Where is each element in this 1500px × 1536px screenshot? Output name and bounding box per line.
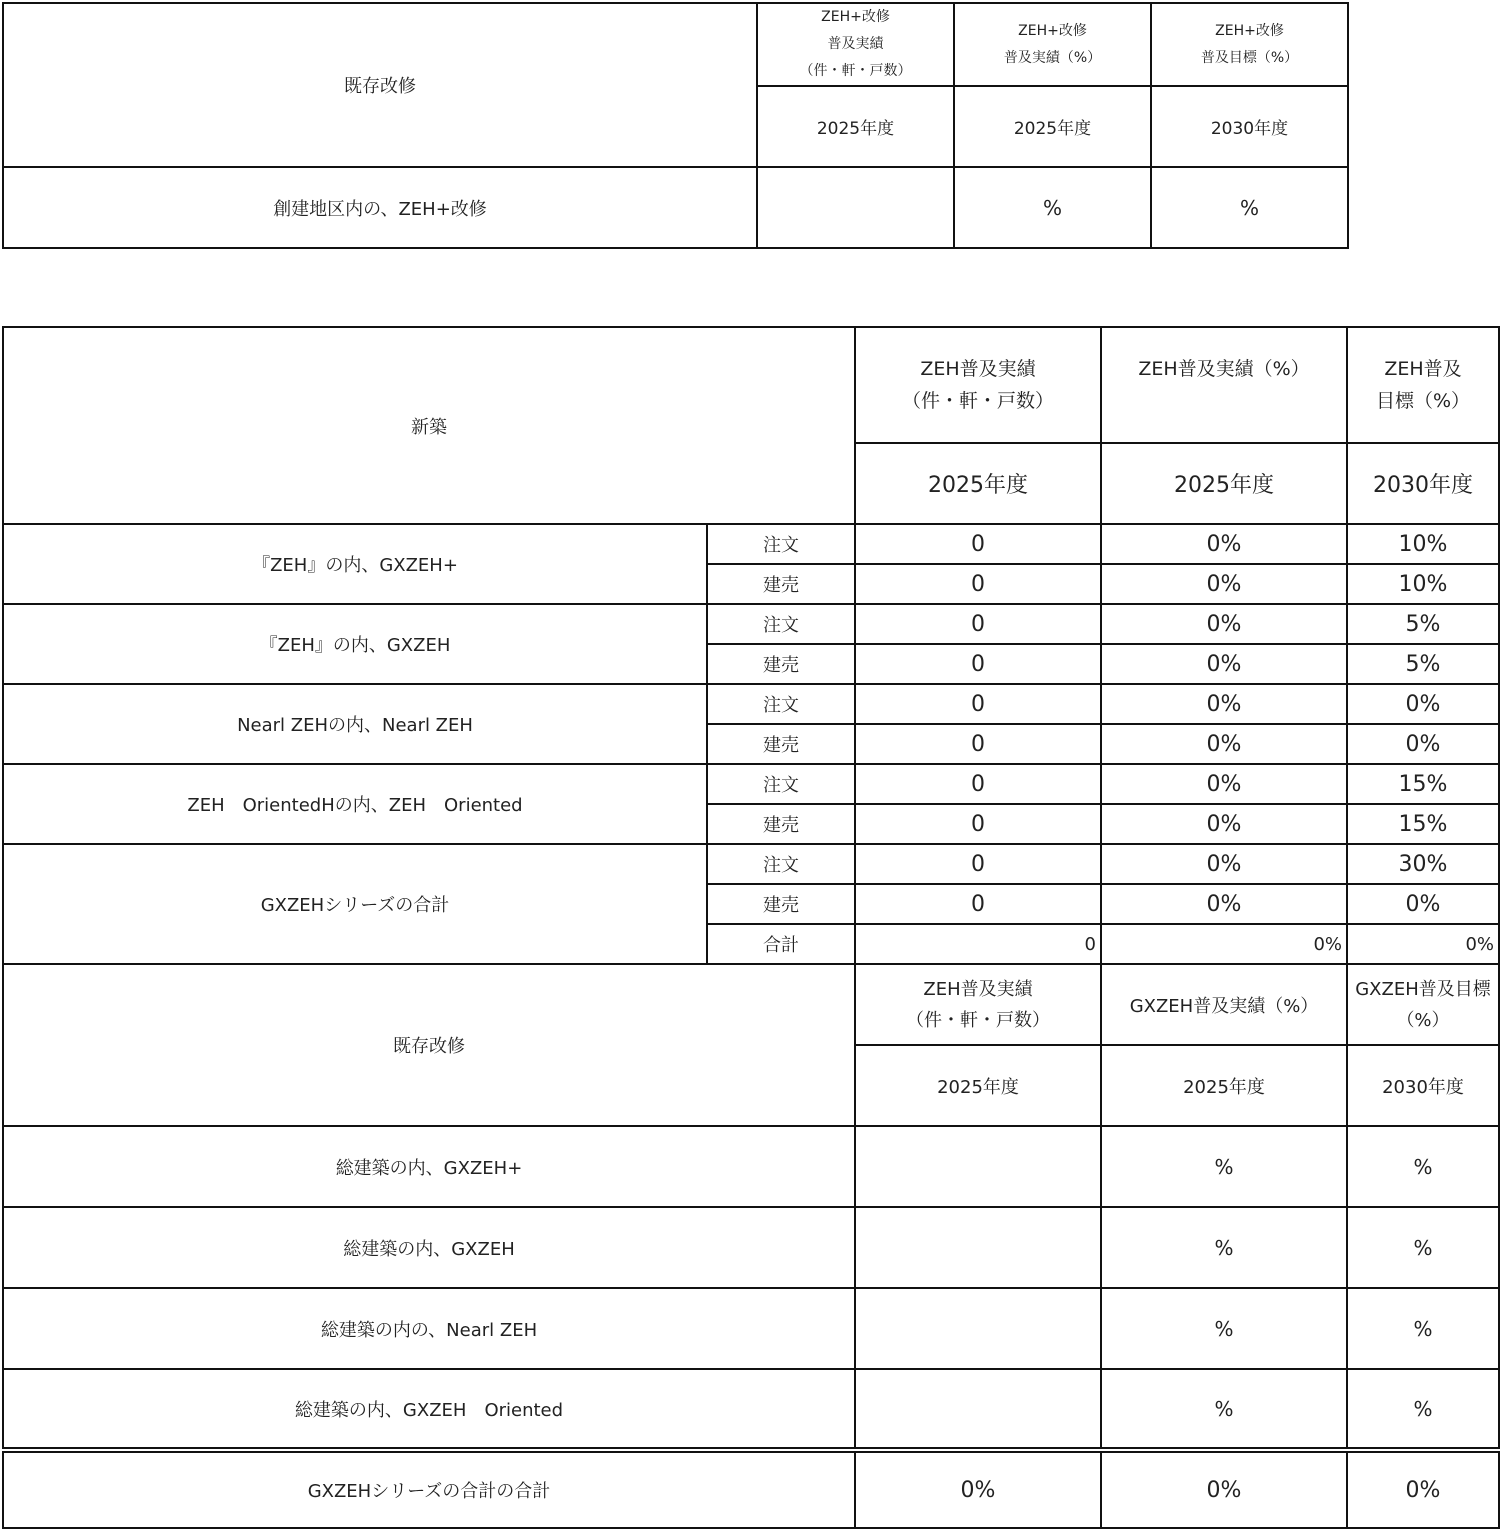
row-pct: 0% xyxy=(1101,564,1347,604)
existing-row-pct[interactable]: % xyxy=(1101,1207,1347,1288)
row-count[interactable]: 0 xyxy=(855,684,1101,724)
existing-year-2: 2025年度 xyxy=(1101,1045,1347,1126)
renovation-year-3: 2030年度 xyxy=(1151,86,1348,167)
row-target: 0% xyxy=(1347,884,1499,924)
grand-total-label: GXZEHシリーズの合計の合計 xyxy=(3,1450,855,1528)
row-count[interactable]: 0 xyxy=(855,604,1101,644)
row-target[interactable]: 15% xyxy=(1347,804,1499,844)
renovation-year-1: 2025年度 xyxy=(757,86,954,167)
renovation-row-target[interactable]: % xyxy=(1151,167,1348,248)
row-count: 0 xyxy=(855,844,1101,884)
row-count[interactable]: 0 xyxy=(855,564,1101,604)
existing-col3-header: GXZEH普及目標 （%） xyxy=(1347,964,1499,1045)
new-construction-table xyxy=(2,326,1500,1529)
new-col1-header: ZEH普及実績 （件・軒・戸数） xyxy=(855,327,1101,443)
row-pct: 0% xyxy=(1101,724,1347,764)
existing-col2-header: GXZEH普及実績（%） xyxy=(1101,964,1347,1045)
existing-row-label: 総建築の内、GXZEH+ xyxy=(3,1126,855,1207)
new-col2-header: ZEH普及実績（%） xyxy=(1101,327,1347,443)
row-count: 0 xyxy=(855,884,1101,924)
existing-row-count[interactable] xyxy=(855,1126,1101,1207)
new-year-3: 2030年度 xyxy=(1347,443,1499,524)
existing-year-3: 2030年度 xyxy=(1347,1045,1499,1126)
existing-row-pct[interactable]: % xyxy=(1101,1126,1347,1207)
existing-row-target[interactable]: % xyxy=(1347,1288,1499,1369)
new-year-2: 2025年度 xyxy=(1101,443,1347,524)
row-type: 注文 xyxy=(707,764,855,804)
existing-row-target[interactable]: % xyxy=(1347,1369,1499,1450)
existing-row-label: 総建築の内の、Nearl ZEH xyxy=(3,1288,855,1369)
row-type: 合計 xyxy=(707,924,855,964)
row-pct: 0% xyxy=(1101,644,1347,684)
new-col3-header: ZEH普及 目標（%） xyxy=(1347,327,1499,443)
renovation-row-count[interactable] xyxy=(757,167,954,248)
row-pct: 0% xyxy=(1101,604,1347,644)
row-target[interactable]: 10% xyxy=(1347,564,1499,604)
row-target[interactable]: 0% xyxy=(1347,684,1499,724)
row-type: 建売 xyxy=(707,804,855,844)
renovation-header-label: 既存改修 xyxy=(3,3,757,167)
grand-total-target: 0% xyxy=(1347,1450,1499,1528)
row-count[interactable]: 0 xyxy=(855,524,1101,564)
row-pct: 0% xyxy=(1101,884,1347,924)
existing-row-label: 総建築の内、GXZEH Oriented xyxy=(3,1369,855,1450)
group-label: 『ZEH』の内、GXZEH xyxy=(3,604,707,684)
existing-row-label: 総建築の内、GXZEH xyxy=(3,1207,855,1288)
group-label: ZEH OrientedHの内、ZEH Oriented xyxy=(3,764,707,844)
renovation-col2-header: ZEH+改修 普及実績（%） xyxy=(954,3,1151,86)
renovation-col1-header: ZEH+改修 普及実績 （件・軒・戸数） xyxy=(757,3,954,86)
row-pct: 0% xyxy=(1101,924,1347,964)
existing-col1-header: ZEH普及実績 （件・軒・戸数） xyxy=(855,964,1101,1045)
existing-row-target[interactable]: % xyxy=(1347,1126,1499,1207)
row-type: 建売 xyxy=(707,564,855,604)
row-target[interactable]: 5% xyxy=(1347,644,1499,684)
row-target[interactable]: 10% xyxy=(1347,524,1499,564)
existing-row-count[interactable] xyxy=(855,1369,1101,1450)
row-type: 建売 xyxy=(707,724,855,764)
row-count[interactable]: 0 xyxy=(855,644,1101,684)
row-target: 30% xyxy=(1347,844,1499,884)
row-type: 建売 xyxy=(707,884,855,924)
renovation-col3-header: ZEH+改修 普及目標（%） xyxy=(1151,3,1348,86)
row-pct: 0% xyxy=(1101,844,1347,884)
existing-row-target[interactable]: % xyxy=(1347,1207,1499,1288)
row-count: 0 xyxy=(855,924,1101,964)
renovation-row-pct[interactable]: % xyxy=(954,167,1151,248)
existing-row-count[interactable] xyxy=(855,1288,1101,1369)
grand-total-pct: 0% xyxy=(1101,1450,1347,1528)
row-pct: 0% xyxy=(1101,524,1347,564)
row-count[interactable]: 0 xyxy=(855,764,1101,804)
row-type: 建売 xyxy=(707,644,855,684)
row-count[interactable]: 0 xyxy=(855,804,1101,844)
row-type: 注文 xyxy=(707,844,855,884)
new-year-1: 2025年度 xyxy=(855,443,1101,524)
new-header-label: 新築 xyxy=(3,327,855,524)
row-pct: 0% xyxy=(1101,764,1347,804)
renovation-table xyxy=(2,2,1349,249)
renovation-year-2: 2025年度 xyxy=(954,86,1151,167)
row-type: 注文 xyxy=(707,524,855,564)
row-type: 注文 xyxy=(707,604,855,644)
row-target[interactable]: 5% xyxy=(1347,604,1499,644)
row-type: 注文 xyxy=(707,684,855,724)
existing-header-label: 既存改修 xyxy=(3,964,855,1126)
existing-row-count[interactable] xyxy=(855,1207,1101,1288)
group-label: 『ZEH』の内、GXZEH+ xyxy=(3,524,707,604)
existing-row-pct[interactable]: % xyxy=(1101,1369,1347,1450)
row-pct: 0% xyxy=(1101,804,1347,844)
renovation-row-label: 創建地区内の、ZEH+改修 xyxy=(3,167,757,248)
row-target[interactable]: 15% xyxy=(1347,764,1499,804)
group-label: Nearl ZEHの内、Nearl ZEH xyxy=(3,684,707,764)
row-pct: 0% xyxy=(1101,684,1347,724)
row-target[interactable]: 0% xyxy=(1347,724,1499,764)
row-target: 0% xyxy=(1347,924,1499,964)
group-label: GXZEHシリーズの合計 xyxy=(3,844,707,964)
existing-row-pct[interactable]: % xyxy=(1101,1288,1347,1369)
grand-total-count: 0% xyxy=(855,1450,1101,1528)
row-count[interactable]: 0 xyxy=(855,724,1101,764)
existing-year-1: 2025年度 xyxy=(855,1045,1101,1126)
